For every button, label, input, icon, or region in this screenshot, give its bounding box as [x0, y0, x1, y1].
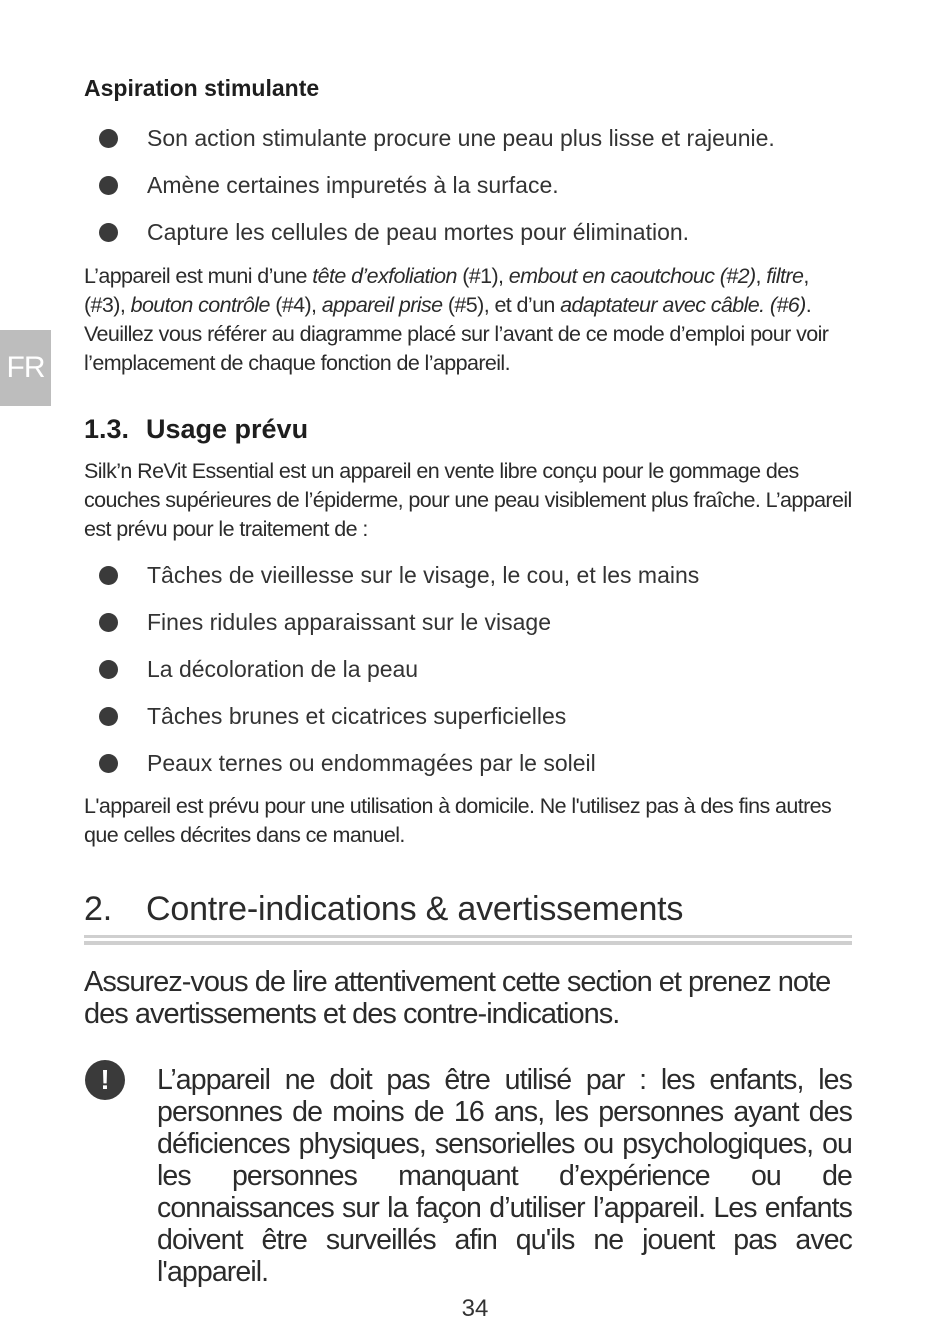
page-number: 34 [461, 1295, 489, 1322]
list-item-text: Tâches de vieillesse sur le visage, le cou, et les mains [147, 562, 700, 588]
chapter-heading [84, 890, 683, 929]
usage-intro-paragraph: Silk’n ReVit Essential est un appareil en vente libre conçu pour le gommage des couches supérieures de l’épiderme, pour une peau visiblement plus fraîche. L’appareil est prévu pour le traitement de : [84, 459, 852, 541]
bullet-icon [99, 176, 118, 195]
list-item [84, 171, 852, 218]
list-item-text: Capture les cellules de peau mortes pour élimination. [147, 219, 690, 245]
list-item [84, 702, 852, 749]
list-item [84, 655, 852, 702]
aspiration-heading: Aspiration stimulante [84, 75, 320, 101]
bullet-icon [99, 754, 118, 773]
chapter-number: 2. [84, 890, 112, 928]
list-item [84, 124, 852, 171]
usage-outro-paragraph: L'appareil est prévu pour une utilisation à domicile. Ne l'utilisez pas à des fins autres que celles décrites dans ce manuel. [84, 794, 832, 847]
list-item [84, 608, 852, 655]
warning-icon: ! [85, 1060, 125, 1100]
bullet-icon [99, 707, 118, 726]
heading-rule-top [84, 935, 852, 938]
list-item [84, 218, 852, 265]
bullet-icon [99, 223, 118, 242]
heading-rule-bottom [84, 941, 852, 945]
list-item-text: Son action stimulante procure une peau plus lisse et rajeunie. [147, 125, 775, 151]
language-tab: FR [0, 330, 51, 406]
list-item-text: Tâches brunes et cicatrices superficielles [147, 703, 567, 729]
warning-paragraph: L’appareil ne doit pas être utilisé par : les enfants, les personnes de moins de 16 ans, les personnes ayant des déficiences physiques, sensorielles ou psychologiques, ou les personnes manquant d’expérience ou de connaissances sur la façon d’utiliser l’appareil. Les enfants doivent être surveillés afin qu'ils ne jouent pas avec l'appareil. [157, 1064, 852, 1288]
section-title: Usage prévu [146, 414, 309, 444]
bullet-icon [99, 566, 118, 585]
list-item [84, 561, 852, 608]
device-parts-paragraph: L’appareil est muni d’une tête d’exfoliation (#1), embout en caoutchouc (#2), filtre, (#3), bouton contrôle (#4), appareil prise (#5), et d’un adaptateur avec câble. (#6). Veuillez vous référer au diagramme placé sur l’avant de ce mode d’emploi pour voir l’emplacement de chaque fonction de l’appareil. [84, 264, 829, 375]
section-number: 1.3. [84, 414, 130, 444]
aspiration-bullet-list [84, 124, 852, 265]
section-lead-paragraph: Assurez-vous de lire attentivement cette section et prenez note des avertissements et des contre-indications. [84, 966, 831, 1030]
bullet-icon [99, 129, 118, 148]
list-item-text: Peaux ternes ou endommagées par le soleil [147, 750, 596, 776]
list-item-text: La décoloration de la peau [147, 656, 419, 682]
list-item-text: Fines ridules apparaissant sur le visage [147, 609, 551, 635]
chapter-title: Contre-indications & avertissements [146, 890, 684, 928]
bullet-icon [99, 613, 118, 632]
usage-bullet-list [84, 561, 852, 796]
section-heading [84, 414, 308, 445]
list-item [84, 749, 852, 796]
bullet-icon [99, 660, 118, 679]
list-item-text: Amène certaines impuretés à la surface. [147, 172, 559, 198]
